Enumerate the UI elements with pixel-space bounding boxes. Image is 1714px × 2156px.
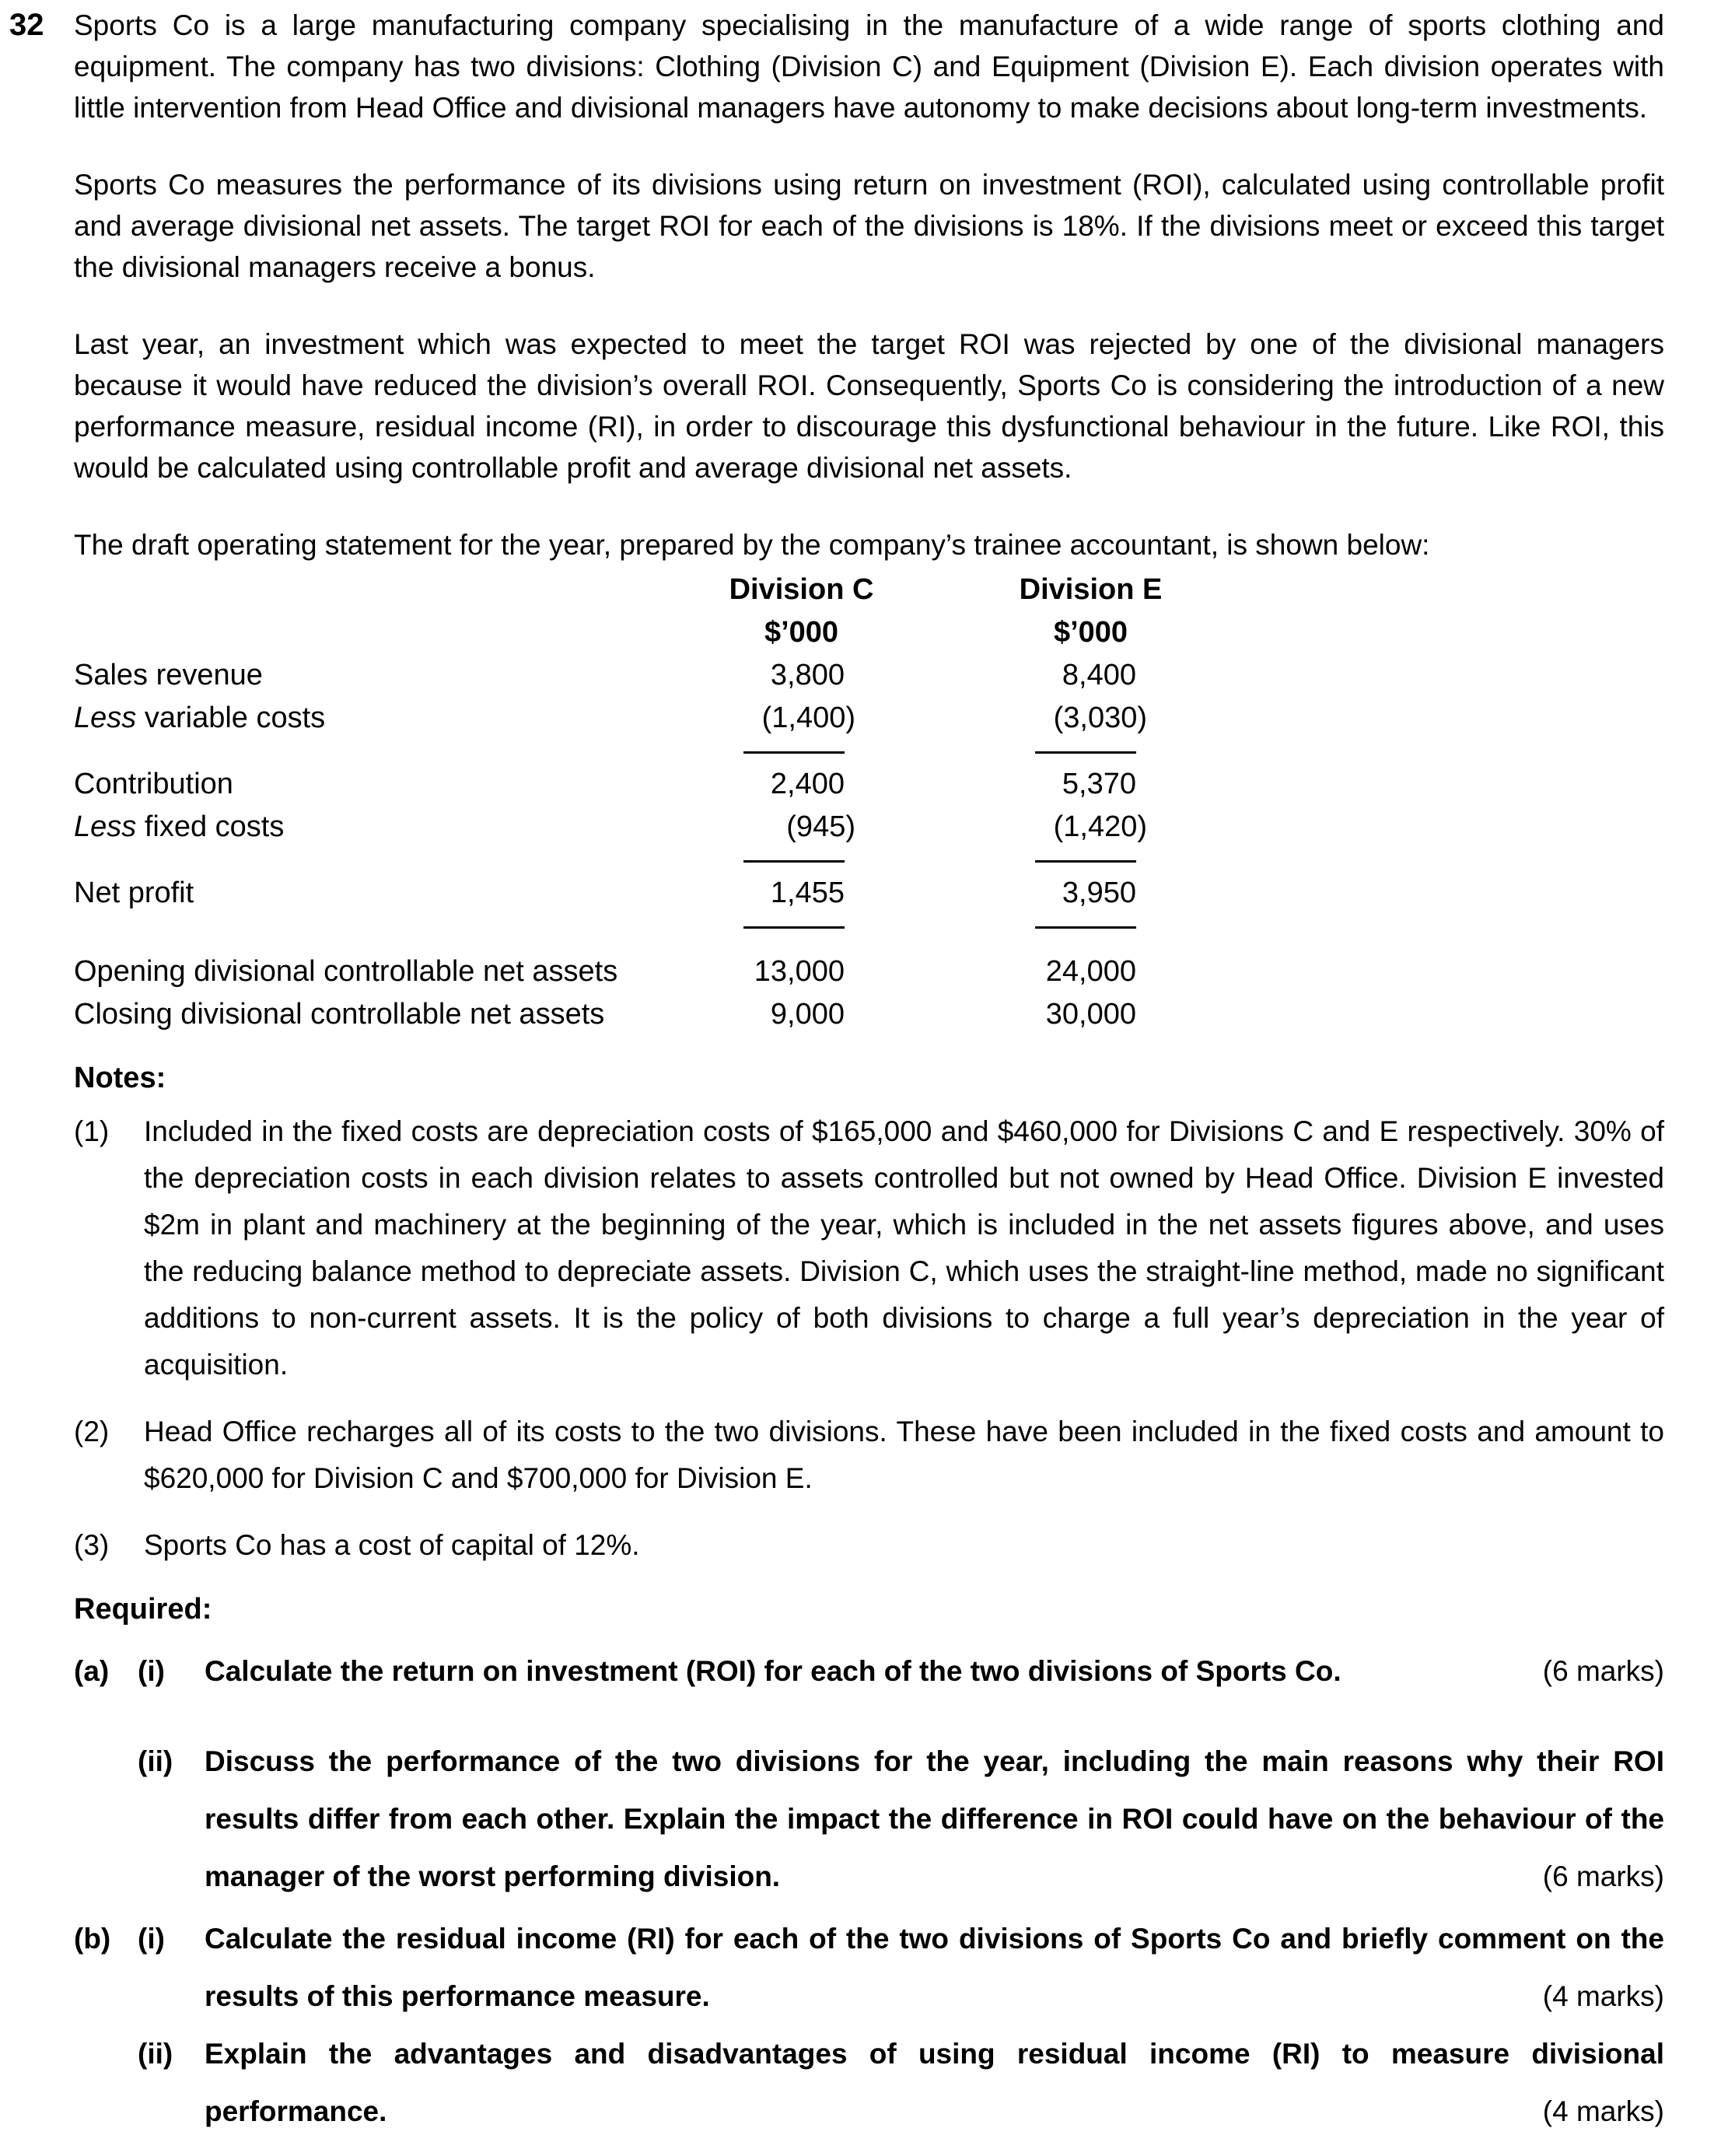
requirement-text: Explain the advantages and disadvantages of using residual income (RI) to measure divisional performance. (4 marks) bbox=[205, 2025, 1664, 2140]
requirement-part-label: (a) bbox=[74, 1655, 110, 1687]
total-rule bbox=[743, 860, 845, 863]
table-unit-row bbox=[74, 611, 1147, 654]
requirement-sub-label: (i) bbox=[138, 1655, 165, 1687]
table-row-variable-costs bbox=[74, 697, 1147, 740]
note-item-3 bbox=[74, 1522, 1664, 1569]
row-label: Less variable costs bbox=[74, 702, 326, 734]
requirement-sub-label: (i) bbox=[138, 1923, 165, 1955]
total-rule bbox=[1035, 860, 1136, 863]
table-row-sales-revenue bbox=[74, 654, 1147, 697]
note-item-2 bbox=[74, 1409, 1664, 1502]
table-row-contribution bbox=[74, 763, 1147, 806]
table-row-closing-net-assets bbox=[74, 993, 1147, 1036]
row-label: Net profit bbox=[74, 877, 194, 909]
column-header-division-c: Division C bbox=[729, 573, 874, 606]
value-division-c: (945) bbox=[786, 810, 855, 843]
intro-paragraph-3: Last year, an investment which was expected to meet the target ROI was rejected by one of the divisional managers because it would have reduced the division’s overall ROI. Consequently, Sports Co is considering the introduction of a new performance measure, residual income (RI), in order to discourage this dysfunctional behaviour in the future. Like ROI, this would be calculated using controllable profit and average divisional net assets. bbox=[74, 328, 1664, 484]
requirement-sub-label: (ii) bbox=[138, 2038, 173, 2070]
value-division-e: 5,370 bbox=[1062, 768, 1136, 800]
requirement-part-label bbox=[74, 2025, 138, 2140]
table-rule-row bbox=[74, 740, 1147, 763]
table-row-net-profit bbox=[74, 872, 1147, 915]
total-rule bbox=[743, 751, 845, 754]
operating-statement-table bbox=[74, 569, 1163, 1036]
requirement-text: Calculate the return on investment (ROI) for each of the two divisions of Sports Co. (6 marks) bbox=[205, 1643, 1664, 1700]
unit-label-division-e: $’000 bbox=[1053, 616, 1128, 649]
requirement-b-ii bbox=[74, 2025, 1664, 2140]
notes-heading: Notes: bbox=[74, 1062, 166, 1094]
total-rule bbox=[743, 926, 845, 929]
requirement-a-ii bbox=[74, 1733, 1664, 1906]
value-division-c: 13,000 bbox=[754, 955, 845, 988]
value-division-c: 3,800 bbox=[770, 659, 845, 691]
value-division-c: (1,400) bbox=[761, 702, 855, 734]
value-division-c: 9,000 bbox=[770, 998, 845, 1031]
note-item-1 bbox=[74, 1108, 1664, 1388]
table-rule-row bbox=[74, 915, 1147, 938]
value-division-e: (3,030) bbox=[1053, 702, 1147, 734]
marks-label: (6 marks) bbox=[1542, 1860, 1664, 1892]
value-division-c: 2,400 bbox=[770, 768, 845, 800]
unit-label-division-c: $’000 bbox=[764, 616, 839, 649]
requirement-part-label bbox=[74, 1733, 138, 1906]
requirement-sub-label: (ii) bbox=[138, 1745, 173, 1777]
marks-label: (6 marks) bbox=[1542, 1655, 1664, 1687]
note-marker: (1) bbox=[74, 1115, 110, 1147]
value-division-c: 1,455 bbox=[770, 877, 845, 909]
table-header-row bbox=[74, 569, 1163, 611]
marks-label: (4 marks) bbox=[1542, 2095, 1664, 2127]
note-text: Sports Co has a cost of capital of 12%. bbox=[144, 1529, 640, 1561]
row-label: Contribution bbox=[74, 768, 233, 800]
value-division-e: 30,000 bbox=[1045, 998, 1136, 1031]
row-label: Opening divisional controllable net assets bbox=[74, 955, 618, 988]
requirement-text: Calculate the residual income (RI) for each of the two divisions of Sports Co and briefly comment on the results of this performance measure. (4 marks) bbox=[205, 1910, 1664, 2025]
table-header-spacer bbox=[74, 569, 673, 611]
table-row-fixed-costs bbox=[74, 806, 1147, 849]
note-text: Included in the fixed costs are depreciation costs of $165,000 and $460,000 for Divisions C and E respectively. 30% of the depreciation costs in each division relates to assets controlled but not owned by Head Office. Division E invested $2m in plant and machinery at the beginning of the year, which is included in the net assets figures above, and uses the reducing balance method to depreciate assets. Division C, which uses the straight-line method, made no significant additions to non-current assets. It is the policy of both divisions to charge a full year’s depreciation in the year of acquisition. bbox=[144, 1115, 1664, 1381]
requirement-text: Discuss the performance of the two divisions for the year, including the main reasons why their ROI results differ from each other. Explain the impact the difference in ROI could have on the behaviour of the manager of the worst performing division. (6 marks) bbox=[205, 1733, 1664, 1906]
note-marker: (2) bbox=[74, 1416, 110, 1447]
value-division-e: (1,420) bbox=[1053, 810, 1147, 843]
intro-paragraph-2: Sports Co measures the performance of its divisions using return on investment (ROI), calculated using controllable profit and average divisional net assets. The target ROI for each of the divisions is 18%. If the divisions meet or exceed this target the divisional managers receive a bonus. bbox=[74, 169, 1664, 283]
column-header-division-e: Division E bbox=[1019, 573, 1163, 606]
marks-label: (4 marks) bbox=[1542, 1980, 1664, 2012]
value-division-e: 24,000 bbox=[1045, 955, 1136, 988]
row-label: Less fixed costs bbox=[74, 810, 285, 843]
value-division-e: 8,400 bbox=[1062, 659, 1136, 691]
note-marker: (3) bbox=[74, 1529, 110, 1561]
intro-paragraph-1: Sports Co is a large manufacturing company specialising in the manufacture of a wide range of sports clothing and equipment. The company has two divisions: Clothing (Division C) and Equipment (Division E). Each division operates with little intervention from Head Office and divisional managers have autonomy to make decisions about long-term investments. bbox=[74, 9, 1664, 124]
requirement-b-i bbox=[74, 1910, 1664, 2025]
table-rule-row bbox=[74, 849, 1147, 872]
table-row-opening-net-assets bbox=[74, 950, 1147, 993]
required-heading: Required: bbox=[74, 1593, 212, 1626]
requirement-part-label: (b) bbox=[74, 1923, 111, 1955]
intro-paragraph-4: The draft operating statement for the year, prepared by the company’s trainee accountant, is shown below: bbox=[74, 529, 1430, 561]
row-label: Sales revenue bbox=[74, 659, 263, 691]
note-text: Head Office recharges all of its costs to the two divisions. These have been included in the fixed costs and amount to $620,000 for Division C and $700,000 for Division E. bbox=[144, 1416, 1664, 1494]
row-label: Closing divisional controllable net assets bbox=[74, 998, 605, 1031]
requirement-a-i bbox=[74, 1643, 1664, 1700]
question-number: 32 bbox=[9, 8, 44, 42]
value-division-e: 3,950 bbox=[1062, 877, 1136, 909]
total-rule bbox=[1035, 926, 1136, 929]
total-rule bbox=[1035, 751, 1136, 754]
